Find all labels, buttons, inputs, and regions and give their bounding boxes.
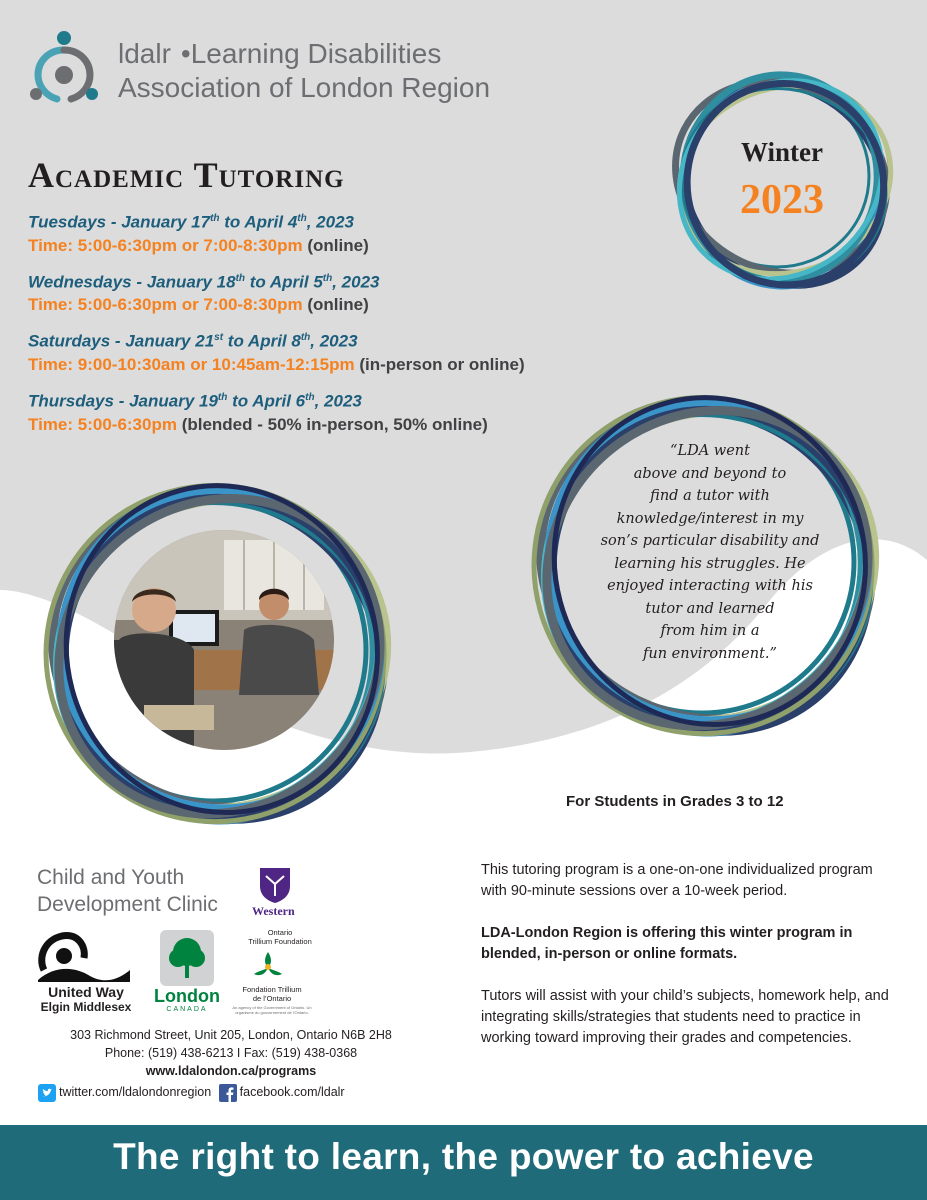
session-time-row bbox=[28, 353, 628, 377]
session-days: Tuesdays - January 17th to April 4th, 2023 bbox=[28, 212, 354, 232]
session-time: Time: 5:00-6:30pm or 7:00-8:30pm bbox=[28, 295, 303, 315]
united-way-logo-icon bbox=[34, 930, 138, 986]
session-mode: (blended - 50% in-person, 50% online) bbox=[176, 414, 488, 434]
decorative-ring bbox=[24, 466, 414, 842]
trillium-icon bbox=[250, 948, 286, 982]
tagline: The right to learn, the power to achieve bbox=[113, 1136, 814, 1177]
org-bullet: • bbox=[180, 38, 191, 69]
decorative-ring bbox=[24, 466, 414, 842]
otf-label-fr: Fondation Trillium de l’Ontario bbox=[242, 985, 302, 1003]
cydc-name-line2: Development Clinic bbox=[37, 893, 218, 916]
session-time: Time: 9:00-10:30am or 10:45am-12:15pm bbox=[28, 354, 355, 374]
program-description bbox=[481, 860, 901, 1070]
otf-fine-print: An agency of the Government of Ontario. Un organisme du gouvernement de l’Ontario. bbox=[232, 1005, 312, 1015]
testimonial-quote: “LDA went above and beyond to find a tutor with knowledge/interest in my son’s particular disability and learning his struggles. He enjoyed interacting with his tutor and learned from him in a fun environment.” bbox=[600, 443, 820, 662]
session-days: Thursdays - January 19th to April 6th, 2023 bbox=[28, 391, 362, 411]
facebook-link[interactable]: facebook.com/ldalr bbox=[219, 1085, 345, 1099]
social-links bbox=[38, 1084, 349, 1102]
decorative-ring bbox=[24, 466, 414, 842]
grades-label: For Students in Grades 3 to 12 bbox=[566, 793, 784, 810]
website-link[interactable]: www.ldalondon.ca/programs bbox=[145, 1064, 317, 1078]
address-text: 303 Richmond Street, Unit 205, London, Ontario N6B 2H8 bbox=[70, 1028, 392, 1042]
session-mode: (in-person or online) bbox=[354, 354, 525, 374]
otf-label-en: Ontario Trillium Foundation bbox=[248, 928, 312, 946]
decorative-ring bbox=[24, 466, 414, 842]
org-name-line1 bbox=[118, 38, 441, 70]
united-way-sub-label: Elgin Middlesex bbox=[40, 1000, 132, 1014]
decorative-ring bbox=[30, 466, 414, 842]
twitter-link[interactable]: twitter.com/ldalondonregion bbox=[38, 1085, 215, 1099]
photo-frame bbox=[24, 466, 414, 842]
ldalr-logo-icon bbox=[24, 28, 104, 108]
session-mode: (online) bbox=[302, 295, 369, 315]
decorative-ring bbox=[24, 466, 414, 842]
session-mode: (online) bbox=[302, 235, 369, 255]
description-paragraph: This tutoring program is a one-on-one individualized program with 90-minute sessions over a 10-week period. bbox=[481, 862, 873, 899]
decorative-ring bbox=[24, 466, 414, 842]
session-time-row bbox=[28, 234, 628, 258]
facebook-icon bbox=[219, 1084, 237, 1102]
session-time: Time: 5:00-6:30pm or 7:00-8:30pm bbox=[28, 235, 303, 255]
session-days: Wednesdays - January 18th to April 5th, 2023 bbox=[28, 272, 380, 292]
decorative-ring bbox=[29, 469, 400, 838]
decorative-ring bbox=[24, 466, 414, 842]
season-label: Winter bbox=[741, 137, 823, 167]
session-item bbox=[28, 208, 628, 258]
cydc-name-line1: Child and Youth bbox=[37, 866, 185, 889]
session-item bbox=[28, 268, 628, 318]
session-item bbox=[28, 327, 628, 377]
description-paragraph: Tutors will assist with your child’s subjects, homework help, and integrating skills/strategies that students need to practice in working toward improving their grades and competencies. bbox=[481, 988, 889, 1046]
session-time: Time: 5:00-6:30pm bbox=[28, 414, 177, 434]
decorative-ring bbox=[24, 466, 414, 842]
org-name-line2: Association of London Region bbox=[118, 72, 491, 103]
twitter-icon bbox=[38, 1084, 56, 1102]
session-days: Saturdays - January 21st to April 8th, 2023 bbox=[28, 331, 358, 351]
london-label: London bbox=[154, 986, 220, 1006]
contact-block bbox=[36, 1026, 426, 1080]
decorative-ring bbox=[24, 466, 414, 842]
description-highlight: LDA-London Region is offering this winter program in blended, in-person or online formats. bbox=[481, 925, 853, 962]
program-title: Academic Tutoring bbox=[28, 155, 345, 195]
western-label: Western bbox=[252, 904, 295, 918]
united-way-label: United Way bbox=[48, 984, 124, 1000]
western-crest-icon bbox=[258, 866, 292, 904]
session-time-row bbox=[28, 293, 628, 317]
london-tree-icon bbox=[160, 930, 214, 986]
decorative-ring bbox=[24, 466, 414, 842]
london-sub-label: CANADA bbox=[166, 1006, 208, 1013]
season-year: 2023 bbox=[740, 177, 824, 223]
decorative-ring bbox=[24, 466, 414, 842]
photo-rings-graphic bbox=[24, 466, 414, 842]
org-abbreviation: ldalr bbox=[118, 38, 171, 69]
org-name-part1: Learning Disabilities bbox=[190, 38, 442, 69]
phone-text: Phone: (519) 438-6213 I Fax: (519) 438-0368 bbox=[104, 1046, 358, 1060]
